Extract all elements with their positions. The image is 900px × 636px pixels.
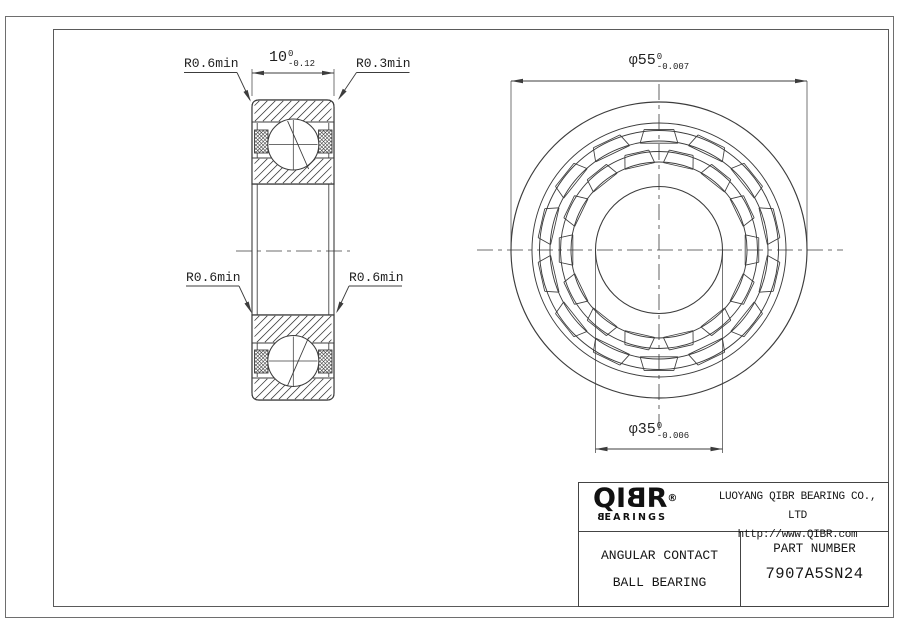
- dim-width-value: 10: [268, 49, 287, 66]
- title-block-detail-row: [579, 532, 888, 606]
- dim-width-tolerance: 0 -0.12: [288, 49, 316, 69]
- part-number-value: 7907A5SN24: [765, 565, 864, 583]
- logo-subtitle: BEARINGS: [595, 512, 668, 523]
- dim-width: [252, 49, 332, 69]
- part-number-cell: [741, 532, 888, 606]
- dim-bore-value: φ35: [628, 421, 656, 438]
- company-name: LUOYANG QIBR BEARING CO., LTD: [718, 491, 877, 522]
- product-line1: ANGULAR CONTACT: [600, 548, 719, 563]
- leader-label-mid-left: R0.6min: [186, 270, 241, 285]
- dim-outer-diameter: [599, 52, 719, 72]
- part-number-label: PART NUMBER: [773, 542, 856, 556]
- product-name-cell: [579, 532, 741, 606]
- registered-mark: ®: [667, 493, 678, 504]
- title-block: [578, 482, 889, 607]
- company-website: http://www.QIBR.com: [737, 529, 858, 541]
- leader-label-mid-right: R0.6min: [349, 270, 404, 285]
- front-view: [477, 84, 843, 434]
- title-block-header-row: [579, 483, 888, 541]
- dim-bore-diameter: [599, 421, 719, 441]
- qibr-logo: [579, 483, 707, 531]
- dim-od-tolerance: 0 -0.007: [656, 52, 690, 72]
- cross-section-view: [236, 100, 350, 400]
- company-info: [707, 483, 888, 541]
- product-line2: BALL BEARING: [612, 575, 707, 590]
- leader-label-top-right: R0.3min: [356, 56, 411, 71]
- dim-bore-tolerance: 0 -0.006: [656, 421, 690, 441]
- logo-wordmark: QIBR®: [593, 483, 678, 514]
- leader-label-top-left: R0.6min: [184, 56, 239, 71]
- dim-od-value: φ55: [628, 52, 656, 69]
